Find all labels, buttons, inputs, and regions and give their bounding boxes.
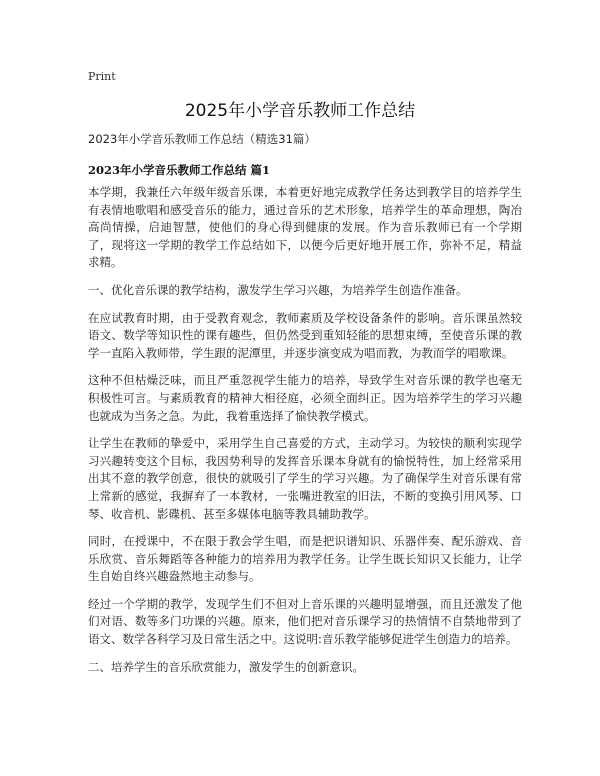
body-text: [88, 184, 522, 686]
document-subtitle: 2023年小学音乐教师工作总结（精选31篇）: [88, 132, 316, 146]
section-subheading: 一、优化音乐课的教学结构，激发学生学习兴趣，为培养学生创造作准备。: [88, 282, 468, 297]
paragraph: 经过一个学期的教学，发现学生们不但对上音乐课的兴趣明显增强，而且还激发了他们对语、数等多门功课的兴趣。原来，他们把对音乐课学习的热情情不自禁地带到了语文、数学各科学习及日常生活之中。这说明:音乐教学能够促进学生创造力的培养。: [88, 596, 522, 647]
paragraph: 这种不但枯燥泛味，而且严重忽视学生能力的培养，导致学生对音乐课的教学也毫无积极性可言。与素质教育的精神大相径庭，必须全面纠正。因为培养学生的学习兴趣也就成为当务之急。为此，我着重选择了愉快教学模式。: [88, 373, 522, 423]
paragraph: 让学生在教师的挚爱中，采用学生自己喜爱的方式，主动学习。为较快的顺利实现学习兴趣转变这个目标，我因势利导的发挥音乐课本身就有的愉悦特性，加上经常采用出其不意的教学创意，很快的就吸引了学生的学习兴趣。为了确保学生对音乐课有常上常新的感觉，我摒弃了一本教材，一张嘴进教室的旧法，不断的变换引用风琴、口琴、收音机、影碟机、甚至多媒体电脑等教具辅助教学。: [88, 436, 522, 521]
print-label[interactable]: Print: [88, 70, 116, 83]
section-heading: 2023年小学音乐教师工作总结 篇1: [88, 163, 271, 177]
page-title: 2025年小学音乐教师工作总结: [184, 101, 416, 121]
paragraph: 本学期，我兼任六年级年级音乐课，本着更好地完成教学任务达到教学目的培养学生有表情地歌唱和感受音乐的能力，通过音乐的艺术形象，培养学生的革命理想，陶冶高尚情操，启迪智慧，使他们的身心得到健康的发展。作为音乐教师已有一个学期了，现将这一学期的教学工作总结如下，以便今后更好地开展工作，弥补不足，精益求精。: [88, 185, 522, 270]
paragraph: 同时，在授课中，不在限于教会学生唱，而是把识谱知识、乐器伴奏、配乐游戏、音乐欣赏、音乐舞蹈等各种能力的培养用为教学任务。让学生既长知识又长能力，让学生自始自终兴趣盎然地主动参与。: [88, 534, 522, 584]
paragraph: 在应试教育时期，由于受教育观念，教师素质及学校设备条件的影响。音乐课虽然较语文、数学等知识性的课有趣些，但仍然受到重知轻能的思想束缚，至使音乐课的教学一直陷入教师带，学生跟的泥潭里，并逐步演变成为唱而教，为教而学的唱歌课。: [88, 310, 522, 360]
section-subheading: 二、培养学生的音乐欣赏能力，激发学生的创新意识。: [88, 659, 364, 674]
